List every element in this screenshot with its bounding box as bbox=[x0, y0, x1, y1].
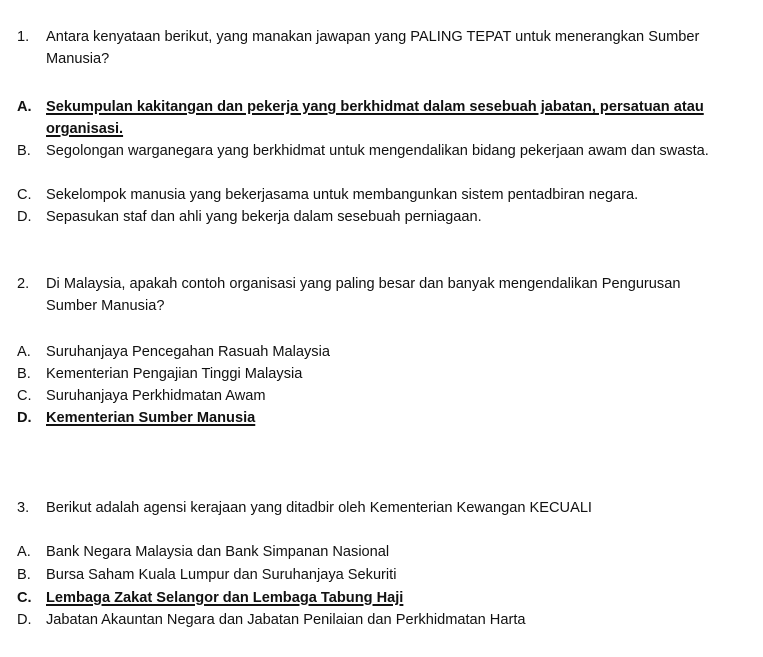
option-3a-text: Bank Negara Malaysia dan Bank Simpanan Nasional bbox=[46, 544, 390, 560]
option-2d-letter: D. bbox=[17, 410, 32, 426]
option-1b-letter: B. bbox=[17, 143, 31, 159]
option-3a-letter: A. bbox=[17, 544, 31, 560]
option-2a-letter: A. bbox=[17, 344, 31, 360]
option-2c-text: Suruhanjaya Perkhidmatan Awam bbox=[46, 388, 266, 404]
option-2c-letter: C. bbox=[17, 388, 32, 404]
question-3-stem: Berikut adalah agensi kerajaan yang ditadbir oleh Kementerian Kewangan KECUALI bbox=[46, 500, 592, 516]
option-2b-letter: B. bbox=[17, 366, 31, 382]
option-1d-letter: D. bbox=[17, 209, 32, 225]
question-1-stem: Antara kenyataan berikut, yang manakan jawapan yang PALING TEPAT untuk menerangkan Sumber Manusia? bbox=[46, 29, 700, 67]
option-3d-text: Jabatan Akauntan Negara dan Jabatan Penilaian dan Perkhidmatan Harta bbox=[46, 612, 526, 628]
question-2-number: 2. bbox=[17, 276, 30, 292]
option-1a-text: Sekumpulan kakitangan dan pekerja yang berkhidmat dalam sesebuah jabatan, persatuan atau organisasi. bbox=[46, 99, 704, 137]
option-2a-text: Suruhanjaya Pencegahan Rasuah Malaysia bbox=[46, 344, 330, 360]
option-3c-letter: C. bbox=[17, 590, 32, 606]
option-2b-text: Kementerian Pengajian Tinggi Malaysia bbox=[46, 366, 303, 382]
option-3b-letter: B. bbox=[17, 567, 31, 583]
option-1b-text: Segolongan warganegara yang berkhidmat untuk mengendalikan bidang pekerjaan awam dan swasta. bbox=[46, 143, 709, 159]
option-1d-text: Sepasukan staf dan ahli yang bekerja dalam sesebuah perniagaan. bbox=[46, 209, 482, 225]
option-3d-letter: D. bbox=[17, 612, 32, 628]
option-3b-text: Bursa Saham Kuala Lumpur dan Suruhanjaya Sekuriti bbox=[46, 567, 397, 583]
question-3-number: 3. bbox=[17, 500, 30, 516]
question-2-stem: Di Malaysia, apakah contoh organisasi yang paling besar dan banyak mengendalikan Pengurusan Sumber Manusia? bbox=[46, 276, 681, 314]
question-1-number: 1. bbox=[17, 29, 30, 45]
option-2d-text: Kementerian Sumber Manusia bbox=[46, 410, 256, 426]
option-1a-letter: A. bbox=[17, 99, 32, 115]
option-1c-text: Sekelompok manusia yang bekerjasama untuk membangunkan sistem pentadbiran negara. bbox=[46, 187, 639, 203]
option-1c-letter: C. bbox=[17, 187, 32, 203]
option-3c-text: Lembaga Zakat Selangor dan Lembaga Tabung Haji bbox=[46, 590, 404, 606]
